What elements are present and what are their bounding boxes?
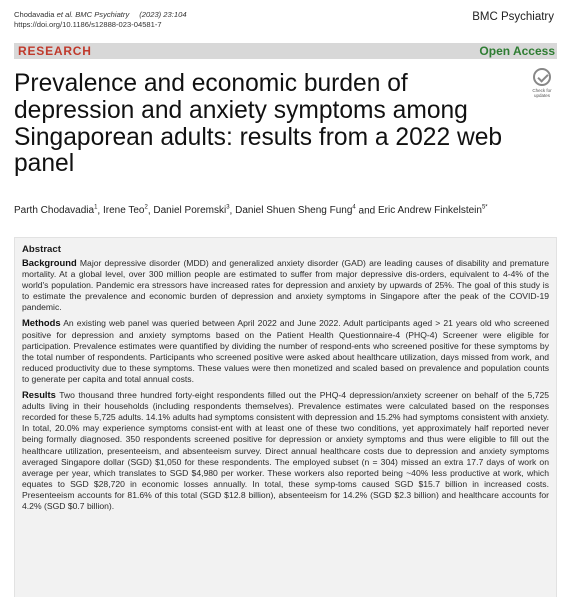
- doi-link[interactable]: https://doi.org/10.1186/s12888-023-04581-7: [14, 20, 162, 29]
- methods-label: Methods: [22, 317, 61, 329]
- citation-year: (2023) 23:104: [139, 10, 187, 19]
- background-label: Background: [22, 257, 77, 268]
- article-type-banner: [14, 43, 557, 59]
- methods-text: An existing web panel was queried between April 2022 and June 2022. Adult participants aged > 21 years old who screened positive for depression and anxiety symptoms based on the Patient Health Questionnaire-4 (PHQ-4) Screener were eligible for participation. Prevalence estimates were quantified by dividing the number of respond-ents who screened positive for these symptoms by the total number of respondents. Participants who screened positive were asked about healthcare utilization, days missed from work, and reduced productivity due to these symptoms. These values were then monetized and scaled based on prevalence and population counts to generate per capita and total annual costs.: [22, 318, 549, 384]
- background-text: Major depressive disorder (MDD) and generalized anxiety disorder (GAD) are leading causes of disability and premature mortality. At a global level, over 300 million people are estimated to suffer from major depressive dis-orders, equivalent to 4-4% of the world's population. Pandemic era stressors have increased rates for depression and anxiety by upwards of 25%. The goal of this study is to estimate the prevalence and economic burden of depression and anxiety symptoms in Singapore after the peak of the COVID-19 pandemic.: [22, 258, 550, 313]
- open-access-label: Open Access: [479, 44, 555, 58]
- author[interactable]: Daniel Poremski$^3$: [153, 205, 230, 217]
- results-text: Two thousand three hundred forty-eight respondents filled out the PHQ-4 depression/anxiety screener on behalf of the 5,725 adults living in their households (including respondents themselves). Prevalence estimates were calculated based on the responses recorded for these 5,725 adults. 14.1% adults had symptoms consistent with depression and 15.2% had symptoms consistent with anxiety. In total, 20.0% may experience symptoms consist-ent with at least one of these two conditions, yet approximately half reported never being formally diagnosed. 350 respondents screened positive for depression or anxiety symptoms and thus were eligible to fill out the healthcare utilization, presenteeism, and absenteeism survey. Direct annual healthcare costs due to depression and anxiety symptoms averaged Singapore dollar (SGD) $1,050 for these respondents. The employed subset (n = 304) missed an extra 17.7 days of work on average per year, which translates to SGD $4,980 per worker. These workers also reported being ~40% less productive at work, which equates to SGD $28,720 in economic losses annually. In total, these symp-toms caused SGD $15.7 billion in increased costs. Presenteeism accounts for 81.6% of this total (SGD $12.8 billion), absenteeism for 14.2% (SGD $2.3 billion) and healthcare accounts for 4.2% (SGD $0.7 billion).: [22, 390, 550, 511]
- abstract-results: [22, 389, 549, 512]
- abstract-background: [22, 257, 549, 313]
- citation: [14, 10, 187, 30]
- check-for-updates-button[interactable]: [527, 67, 557, 101]
- abstract-heading: Abstract: [22, 244, 61, 255]
- author[interactable]: Eric Andrew Finkelstein$^{5*}$: [378, 205, 488, 217]
- check-for-updates-label: Check for updates: [532, 88, 552, 98]
- results-label: Results: [22, 389, 56, 401]
- author-list: Parth Chodavadia$^1$, Irene Teo$^2$, Daniel Poremski$^3$, Daniel Shuen Sheng Fung$^4$ and Eric Andrew Finkelstein$^{5*}$: [14, 205, 488, 217]
- journal-name: BMC Psychiatry: [472, 11, 554, 23]
- citation-authors: Chodavadia: [14, 10, 57, 19]
- author[interactable]: Parth Chodavadia$^1$: [14, 205, 98, 217]
- article-type-label: RESEARCH: [18, 44, 92, 58]
- author[interactable]: Daniel Shuen Sheng Fung$^4$: [235, 205, 356, 217]
- abstract-methods: [22, 317, 549, 385]
- abstract-box: [14, 237, 557, 597]
- check-for-updates-icon: [533, 68, 551, 86]
- citation-journal: et al. BMC Psychiatry: [56, 10, 130, 19]
- author[interactable]: Irene Teo$^2$: [102, 205, 148, 217]
- page-header: [14, 10, 554, 38]
- article-title: Prevalence and economic burden of depression and anxiety symptoms among Singaporean adults: results from a 2022 web panel: [14, 70, 503, 178]
